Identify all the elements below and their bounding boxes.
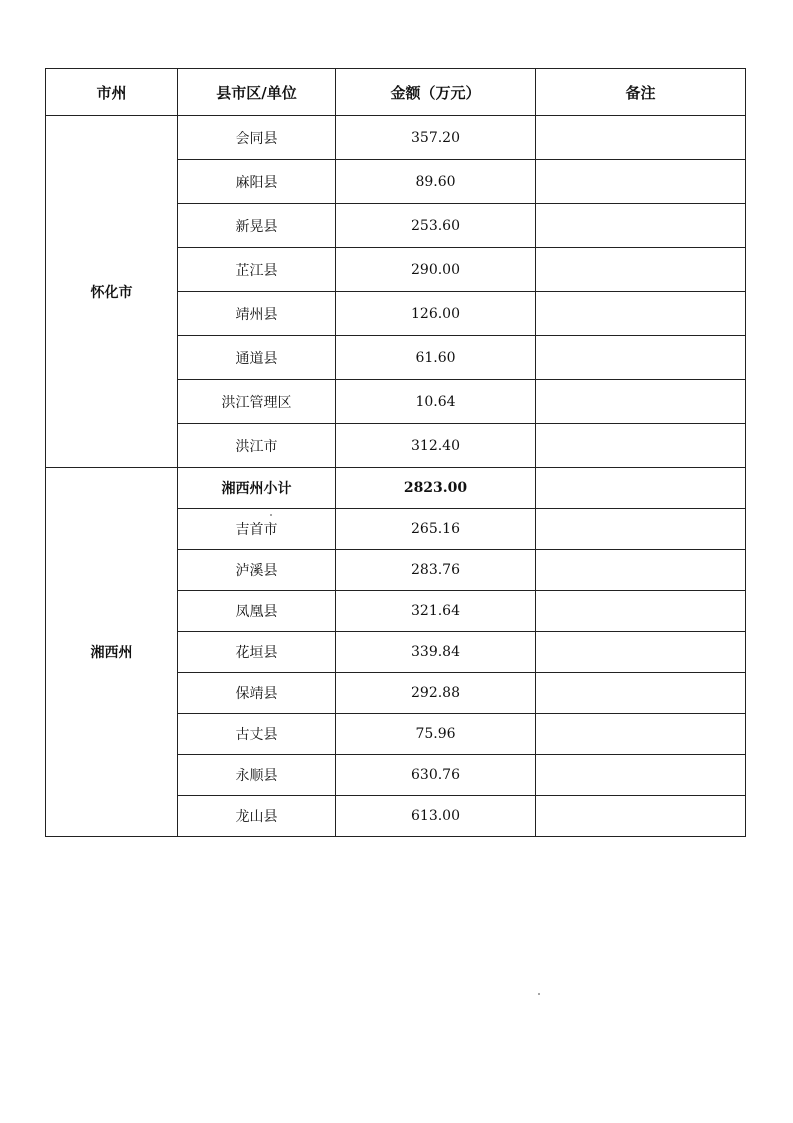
subtotal-label: 湘西州小计	[178, 468, 336, 509]
note-cell	[536, 509, 746, 550]
amount-cell: 357.20	[336, 116, 536, 160]
county-cell: 花垣县	[178, 632, 336, 673]
scan-speck	[270, 514, 272, 516]
county-cell: 吉首市	[178, 509, 336, 550]
city-cell: 湘西州	[46, 468, 178, 837]
header-county: 县市区/单位	[178, 69, 336, 116]
amount-cell: 339.84	[336, 632, 536, 673]
county-cell: 泸溪县	[178, 550, 336, 591]
county-cell: 芷江县	[178, 248, 336, 292]
subtotal-amount: 2823.00	[336, 468, 536, 509]
amount-cell: 126.00	[336, 292, 536, 336]
scan-speck	[538, 993, 540, 995]
county-cell: 保靖县	[178, 673, 336, 714]
county-cell: 古丈县	[178, 714, 336, 755]
amount-cell: 61.60	[336, 336, 536, 380]
note-cell	[536, 591, 746, 632]
note-cell	[536, 292, 746, 336]
city-cell: 怀化市	[46, 116, 178, 468]
amount-cell: 292.88	[336, 673, 536, 714]
table-row	[46, 116, 746, 160]
county-cell: 麻阳县	[178, 160, 336, 204]
note-cell	[536, 248, 746, 292]
county-cell: 龙山县	[178, 796, 336, 837]
note-cell	[536, 160, 746, 204]
header-row	[46, 69, 746, 116]
note-cell	[536, 380, 746, 424]
allocation-table	[45, 68, 746, 837]
amount-cell: 265.16	[336, 509, 536, 550]
amount-cell: 630.76	[336, 755, 536, 796]
amount-cell: 283.76	[336, 550, 536, 591]
note-cell	[536, 673, 746, 714]
county-cell: 凤凰县	[178, 591, 336, 632]
note-cell	[536, 468, 746, 509]
amount-cell: 253.60	[336, 204, 536, 248]
amount-cell: 321.64	[336, 591, 536, 632]
note-cell	[536, 204, 746, 248]
header-amount: 金额（万元）	[336, 69, 536, 116]
county-cell: 洪江市	[178, 424, 336, 468]
county-cell: 洪江管理区	[178, 380, 336, 424]
subtotal-row	[46, 468, 746, 509]
note-cell	[536, 424, 746, 468]
amount-cell: 75.96	[336, 714, 536, 755]
note-cell	[536, 116, 746, 160]
note-cell	[536, 714, 746, 755]
header-note: 备注	[536, 69, 746, 116]
note-cell	[536, 632, 746, 673]
amount-cell: 10.64	[336, 380, 536, 424]
note-cell	[536, 550, 746, 591]
amount-cell: 89.60	[336, 160, 536, 204]
county-cell: 通道县	[178, 336, 336, 380]
county-cell: 会同县	[178, 116, 336, 160]
note-cell	[536, 755, 746, 796]
amount-cell: 290.00	[336, 248, 536, 292]
county-cell: 新晃县	[178, 204, 336, 248]
amount-cell: 312.40	[336, 424, 536, 468]
header-city: 市州	[46, 69, 178, 116]
note-cell	[536, 336, 746, 380]
note-cell	[536, 796, 746, 837]
county-cell: 靖州县	[178, 292, 336, 336]
county-cell: 永顺县	[178, 755, 336, 796]
amount-cell: 613.00	[336, 796, 536, 837]
